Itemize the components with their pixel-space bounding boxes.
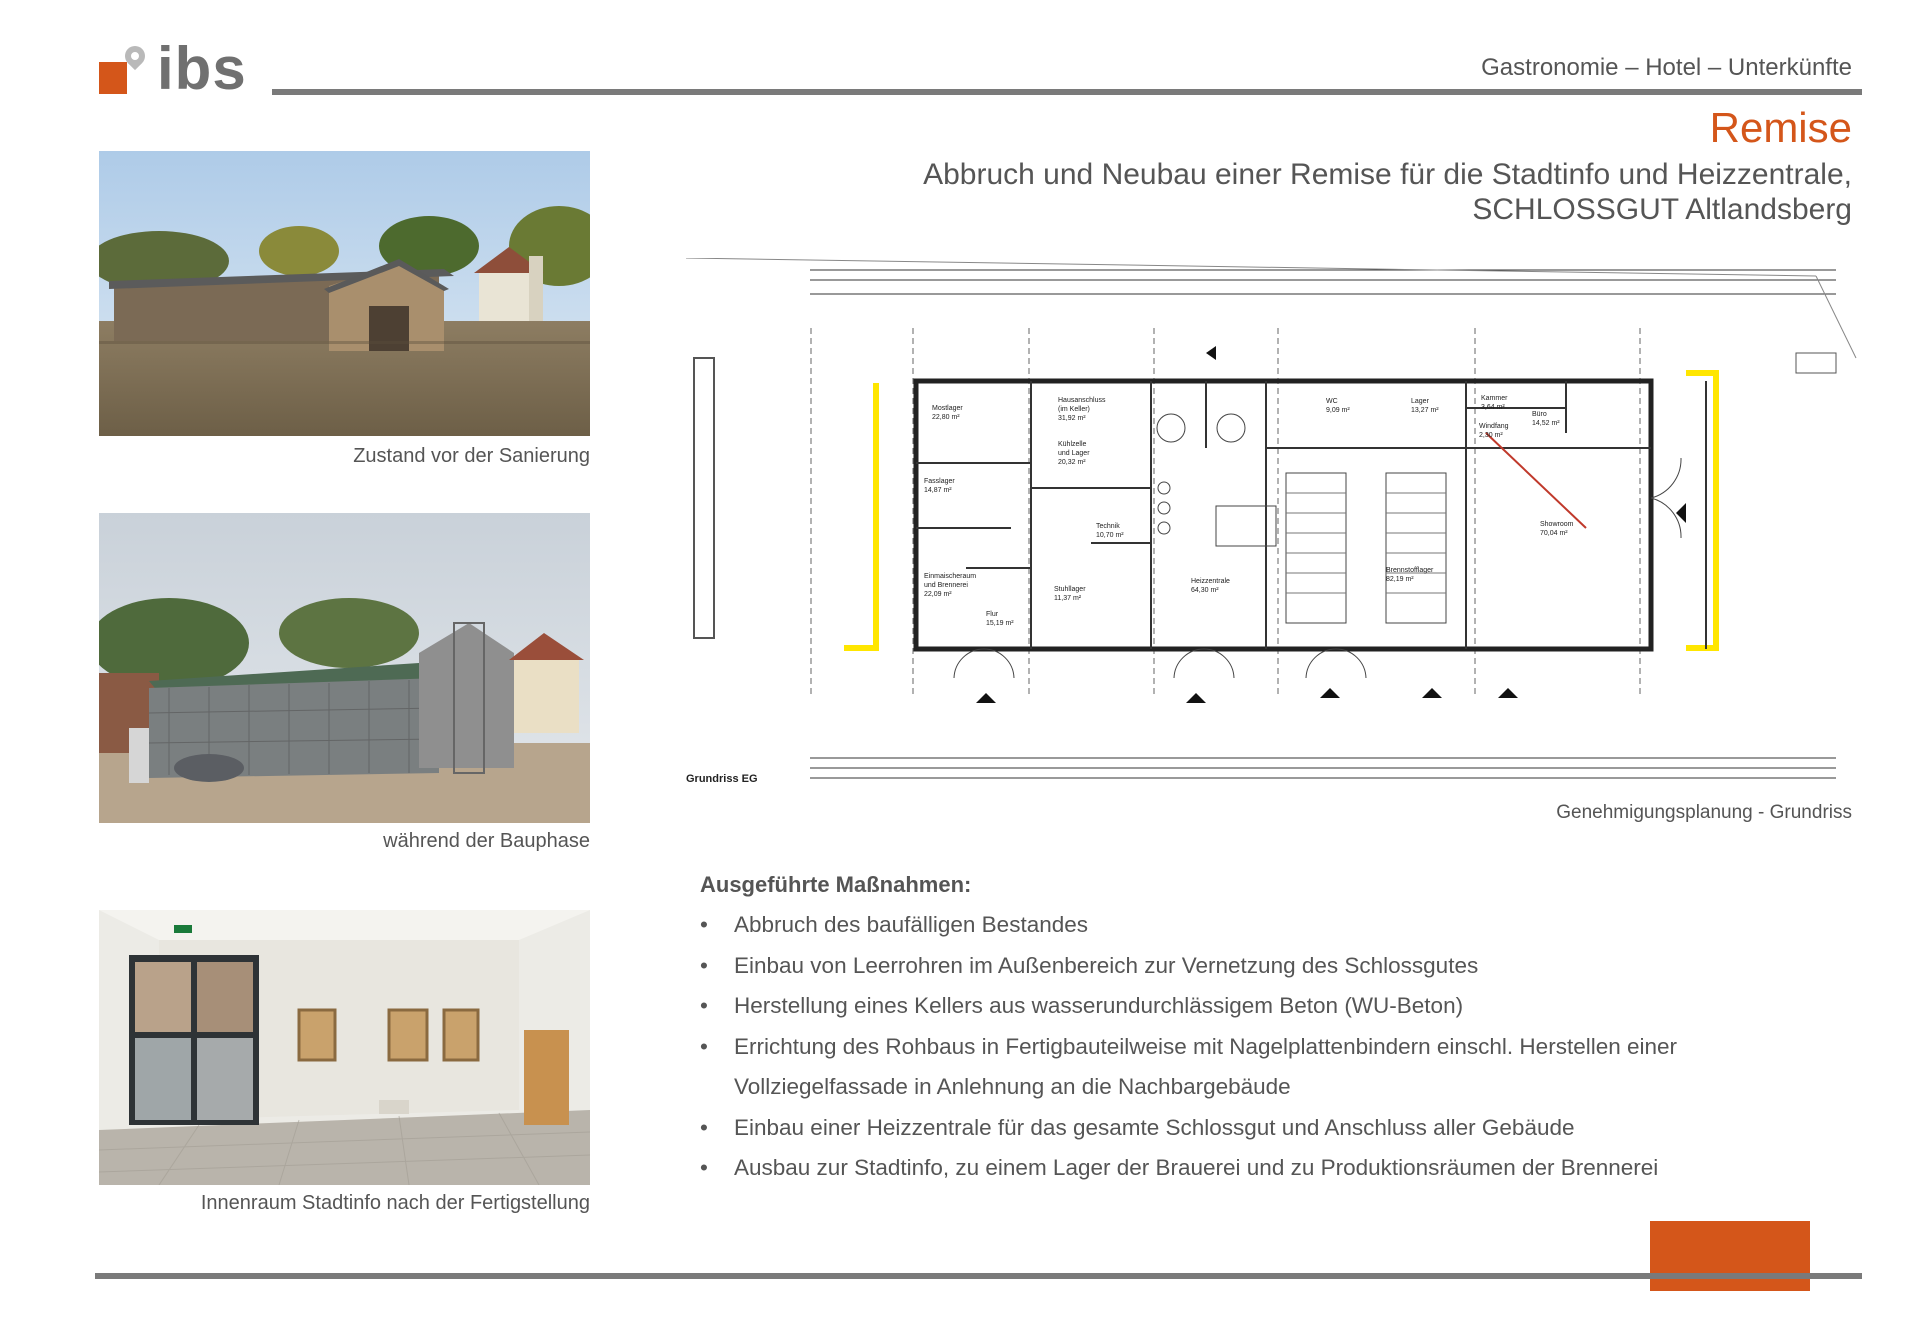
list-item: • Herstellung eines Kellers aus wasserundurchlässigem Beton (WU-Beton) (700, 986, 1830, 1027)
svg-text:Technik: Technik (1096, 523, 1120, 530)
logo-square-icon (99, 62, 127, 94)
photo-caption-3: Innenraum Stadtinfo nach der Fertigstellung (200, 1192, 590, 1214)
category-label: Gastronomie – Hotel – Unterkünfte (1481, 54, 1852, 81)
svg-text:Windfang: Windfang (1479, 423, 1509, 430)
svg-text:31,92 m²: 31,92 m² (1058, 415, 1086, 422)
svg-text:22,09 m²: 22,09 m² (924, 591, 952, 598)
svg-text:Kammer: Kammer (1481, 395, 1508, 402)
svg-text:WC: WC (1326, 398, 1338, 405)
svg-text:82,19 m²: 82,19 m² (1386, 576, 1414, 583)
old-barn-photo (99, 151, 590, 436)
svg-text:Showroom: Showroom (1540, 521, 1574, 528)
svg-text:Einmaischeraum: Einmaischeraum (924, 573, 977, 580)
bottom-divider (95, 1273, 1862, 1279)
plan-caption: Genehmigungsplanung - Grundriss (1556, 802, 1852, 823)
svg-text:11,37 m²: 11,37 m² (1054, 595, 1082, 602)
measures-heading: Ausgeführte Maßnahmen: (700, 872, 972, 897)
svg-text:Heizzentrale: Heizzentrale (1191, 578, 1230, 585)
svg-text:9,09 m²: 9,09 m² (1326, 407, 1350, 414)
svg-text:13,27 m²: 13,27 m² (1411, 407, 1439, 414)
accent-block (1650, 1221, 1810, 1291)
list-item: • Ausbau zur Stadtinfo, zu einem Lager der Brauerei und zu Produktionsräumen der Brennerei (700, 1148, 1830, 1189)
svg-text:64,30 m²: 64,30 m² (1191, 587, 1219, 594)
interior-photo (99, 910, 590, 1185)
plan-label: Grundriss EG (686, 773, 758, 785)
svg-text:Kühlzelle: Kühlzelle (1058, 441, 1087, 448)
construction-photo (99, 513, 590, 823)
photo-caption-2: während der Bauphase (383, 830, 590, 852)
subtitle-line-2: SCHLOSSGUT Altlandsberg (1472, 193, 1852, 226)
subtitle-line-1: Abbruch und Neubau einer Remise für die Stadtinfo und Heizzentrale, (923, 158, 1852, 191)
svg-text:Stuhllager: Stuhllager (1054, 586, 1086, 593)
svg-text:Flur: Flur (986, 611, 999, 618)
svg-text:(im Keller): (im Keller) (1058, 406, 1090, 413)
top-divider (272, 89, 1862, 95)
logo-text: ibs (157, 35, 247, 102)
svg-text:20,32 m²: 20,32 m² (1058, 459, 1086, 466)
svg-text:Mostlager: Mostlager (932, 405, 963, 412)
ibs-logo (99, 35, 259, 103)
svg-text:und Lager: und Lager (1058, 450, 1090, 457)
svg-text:10,70 m²: 10,70 m² (1096, 532, 1124, 539)
svg-text:14,87 m²: 14,87 m² (924, 487, 952, 494)
svg-text:2,30 m²: 2,30 m² (1479, 432, 1503, 439)
list-item: • Einbau von Leerrohren im Außenbereich zur Vernetzung des Schlossgutes (700, 946, 1830, 987)
svg-text:15,19 m²: 15,19 m² (986, 620, 1014, 627)
svg-text:70,04 m²: 70,04 m² (1540, 530, 1568, 537)
list-item: • Errichtung des Rohbaus in Fertigbauteilweise mit Nagelplattenbindern einschl. Herstellen einer Vollziegelfassade in Anlehnung an die Nachbargebäude (700, 1027, 1830, 1108)
svg-text:und Brennerei: und Brennerei (924, 582, 968, 589)
svg-text:22,80 m²: 22,80 m² (932, 414, 960, 421)
list-item: • Abbruch des baufälligen Bestandes (700, 905, 1830, 946)
svg-text:Hausanschluss: Hausanschluss (1058, 397, 1106, 404)
page-title: Remise (1709, 104, 1852, 151)
svg-text:Fasslager: Fasslager (924, 478, 955, 485)
list-item: • Einbau einer Heizzentrale für das gesamte Schlossgut und Anschluss aller Gebäude (700, 1108, 1830, 1149)
floor-plan (686, 258, 1860, 793)
photo-caption-1: Zustand vor der Sanierung (353, 445, 590, 467)
measures-list (700, 905, 1830, 1189)
svg-text:3,64 m²: 3,64 m² (1481, 404, 1505, 411)
svg-text:14,52 m²: 14,52 m² (1532, 420, 1560, 427)
svg-text:Brennstofflager: Brennstofflager (1386, 567, 1434, 574)
svg-text:Büro: Büro (1532, 411, 1547, 418)
svg-text:Lager: Lager (1411, 398, 1429, 405)
